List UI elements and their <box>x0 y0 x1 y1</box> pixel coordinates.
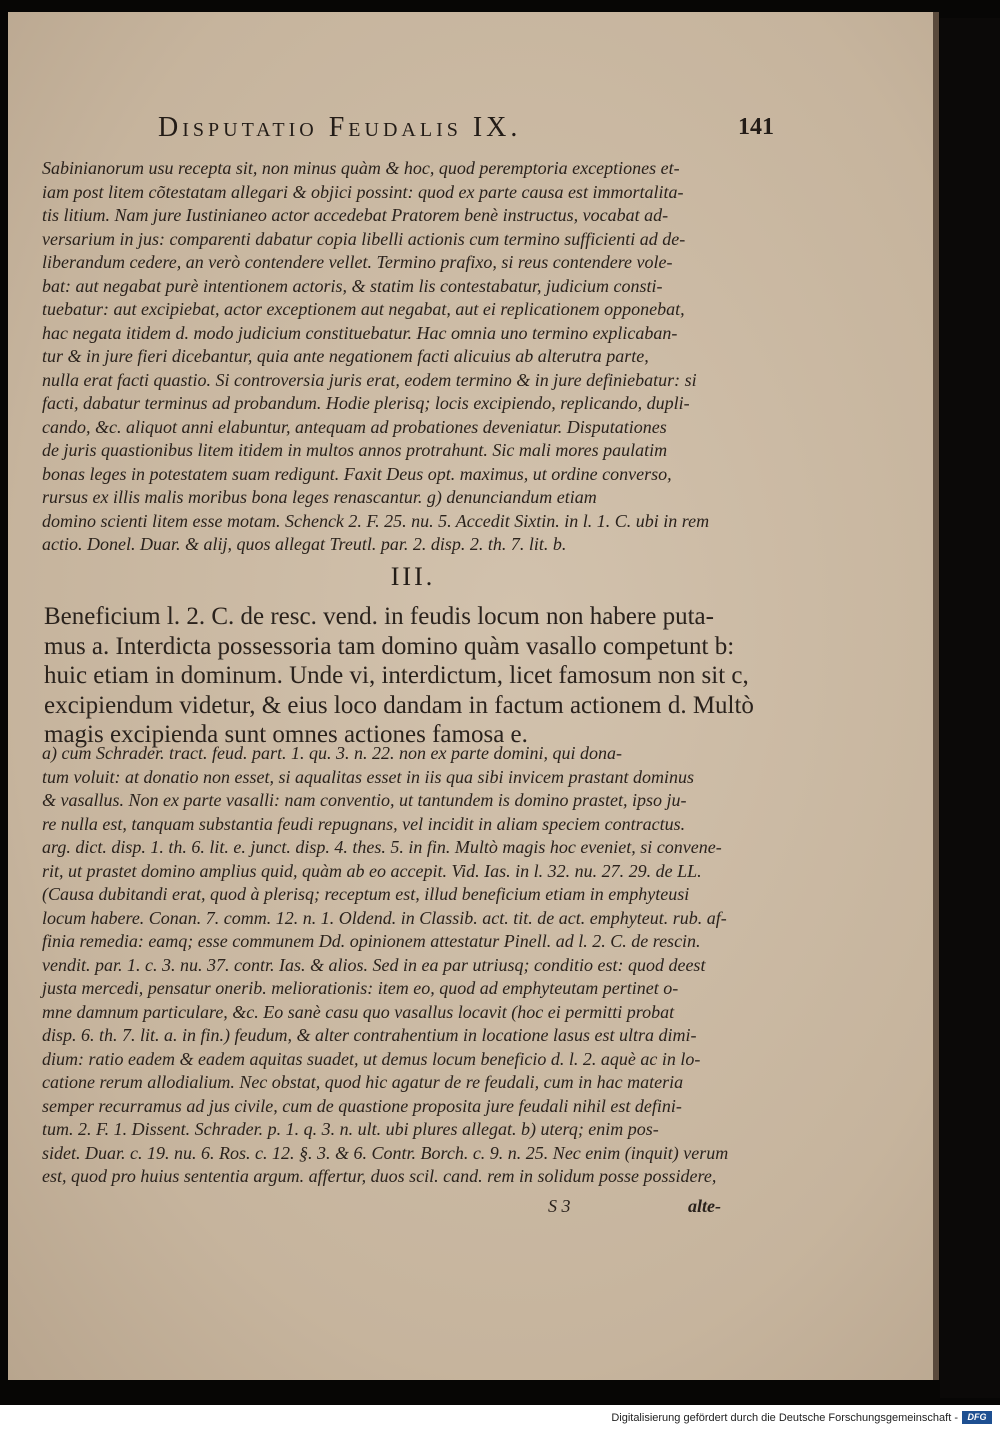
book-gutter <box>940 18 1000 1398</box>
text-line: versarium in jus: comparenti dabatur copia libelli actionis cum termino sufficienti ad de- <box>42 228 686 249</box>
commentary-block-top <box>42 157 782 557</box>
note-line: arg. dict. disp. 1. th. 6. lit. e. junct. disp. 4. thes. 5. in fin. Multò magis hoc eveniet, si convene- <box>42 837 722 857</box>
note-line: justa mercedi, pensatur onerib. meliorationis: item eo, quod ad emphyteutam pertinet o- <box>42 978 679 998</box>
thesis-text <box>44 602 804 750</box>
running-head <box>158 112 878 148</box>
thesis-line: Beneficium l. 2. C. de resc. vend. in feudis locum non habere puta- <box>44 603 714 630</box>
text-line: actio. Donel. Duar. & alij, quos allegat Treutl. par. 2. disp. 2. th. 7. lit. b. <box>42 534 567 554</box>
note-line: tum voluit: at donatio non esset, si aqualitas esset in iis qua sibi invicem prastant dominus <box>42 766 694 787</box>
digitization-footer <box>0 1405 1000 1431</box>
funding-credit: Digitalisierung gefördert durch die Deutsche Forschungsgemeinschaft - <box>611 1412 958 1424</box>
thesis-line: magis excipienda sunt omnes actiones famosa e. <box>44 721 528 748</box>
text-line: rursus ex illis malis moribus bona leges renascantur. g) denunciandum etiam <box>42 487 597 507</box>
text-line: cando, &c. aliquot anni elabuntur, antequam ad probationes deveniatur. Disputationes <box>42 416 667 437</box>
note-line: locum habere. Conan. 7. comm. 12. n. 1. Oldend. in Classib. act. tit. de act. emphyteut. rub. af- <box>42 907 727 928</box>
dfg-logo-icon: DFG <box>962 1411 992 1424</box>
note-line: vendit. par. 1. c. 3. nu. 37. contr. Ias. & alios. Sed in ea par utriusq; conditio est: quod deest <box>42 954 706 975</box>
section-heading: III. <box>390 562 436 591</box>
text-line: bonas leges in potestatem suam redigunt. Faxit Deus opt. maximus, ut ordine converso, <box>42 463 672 484</box>
note-line: sidet. Duar. c. 19. nu. 6. Ros. c. 12. §. 3. & 6. Contr. Borch. c. 9. n. 25. Nec enim (inquit) verum <box>42 1142 729 1163</box>
page-edge <box>933 12 939 1380</box>
text-line: tis litium. Nam jure Iustinianeo actor accedebat Pratorem benè instructus, vocabat ad- <box>42 205 669 225</box>
note-line: & vasallus. Non ex parte vasalli: nam conventio, ut tantundem is domino prastet, ipso ju- <box>42 790 687 810</box>
running-head-title: Disputatio Feudalis IX. <box>158 112 522 143</box>
note-line: disp. 6. th. 7. lit. a. in fin.) feudum, & alter contrahentium in locatione lasus est ultra dimi- <box>42 1025 697 1045</box>
note-line: rit, ut prastet domino amplius quid, quàm ab eo accepit. Vid. Ias. in l. 32. nu. 27. 29. de LL. <box>42 860 702 881</box>
note-line: tum. 2. F. 1. Dissent. Schrader. p. 1. q. 3. n. ult. ubi plures allegat. b) uterq; enim pos- <box>42 1119 659 1139</box>
text-line: bat: aut negabat purè intentionem actoris, & statim lis contestabatur, judicium consti- <box>42 275 663 296</box>
text-line: hac negata itidem d. modo judicium constituebatur. Hac omnia uno termino explicaban- <box>42 322 678 343</box>
note-line: est, quod pro huius sententia argum. affertur, duos scil. cand. rem in solidum posse possidere, <box>42 1166 717 1186</box>
note-line: finia remedia: eamq; esse communem Dd. opinionem attestatur Pinell. ad l. 2. C. de rescin. <box>42 931 701 951</box>
thesis-line: excipiendum videtur, & eius loco dandam in factum actionem d. Multò <box>44 691 754 719</box>
note-line: dium: ratio eadem & eadem aquitas suadet, ut demus locum beneficio d. l. 2. aquè ac in lo- <box>42 1048 701 1069</box>
signature-mark: S 3 <box>548 1196 571 1216</box>
commentary-block-bottom <box>42 742 782 1189</box>
note-line: mne damnum particulare, &c. Eo sanè casu quo vasallus locavit (hoc ei permitti probat <box>42 1001 675 1022</box>
text-line: tuebatur: aut excipiebat, actor exceptionem aut negabat, aut ei replicationem opponebat, <box>42 299 685 319</box>
catchword: alte- <box>688 1196 721 1216</box>
text-line: liberandum cedere, an verò contendere vellet. Termino prafixo, si reus contendere vole- <box>42 252 673 272</box>
text-line: de juris quastionibus litem itidem in multos annos protrahunt. Sic mali mores paulatim <box>42 440 668 460</box>
text-line: nulla erat facti quastio. Si controversia juris erat, eodem termino & in jure definiebatur: si <box>42 369 697 390</box>
thesis-line: huic etiam in dominum. Unde vi, interdictum, licet famosum non sit c, <box>44 662 749 689</box>
text-line: tur & in jure fieri dicebantur, quia ante negationem facti alicuius ab alterutra parte, <box>42 346 649 366</box>
text-line: domino scienti litem esse motam. Schenck 2. F. 25. nu. 5. Accedit Sixtin. in l. 1. C. ubi in rem <box>42 510 710 531</box>
note-line: (Causa dubitandi erat, quod à plerisq; receptum est, illud beneficium etiam in emphyteusi <box>42 884 690 904</box>
book-page <box>8 12 933 1380</box>
text-line: facti, dabatur terminus ad probandum. Hodie plerisq; locis excipiendo, replicando, dupli- <box>42 393 690 413</box>
note-line: semper recurramus ad jus civile, cum de quastione proposita jure feudali nihil est defini- <box>42 1095 682 1116</box>
note-line: a) cum Schrader. tract. feud. part. 1. qu. 3. n. 22. non ex parte domini, qui dona- <box>42 743 622 763</box>
text-line: iam post litem cõtestatam allegari & objici possint: quod ex parte causa est immortalita- <box>42 181 684 202</box>
text-line: Sabinianorum usu recepta sit, non minus quàm & hoc, quod peremptoria exceptiones et- <box>42 158 680 178</box>
note-line: catione rerum allodialium. Nec obstat, quod hic agatur de re feudali, cum in hac materia <box>42 1072 684 1092</box>
thesis-line: mus a. Interdicta possessoria tam domino quàm vasallo competunt b: <box>44 632 735 660</box>
page-number: 141 <box>738 114 774 140</box>
note-line: re nulla est, tanquam substantia feudi repugnans, vel incidit in aliam speciem contractus. <box>42 813 686 834</box>
